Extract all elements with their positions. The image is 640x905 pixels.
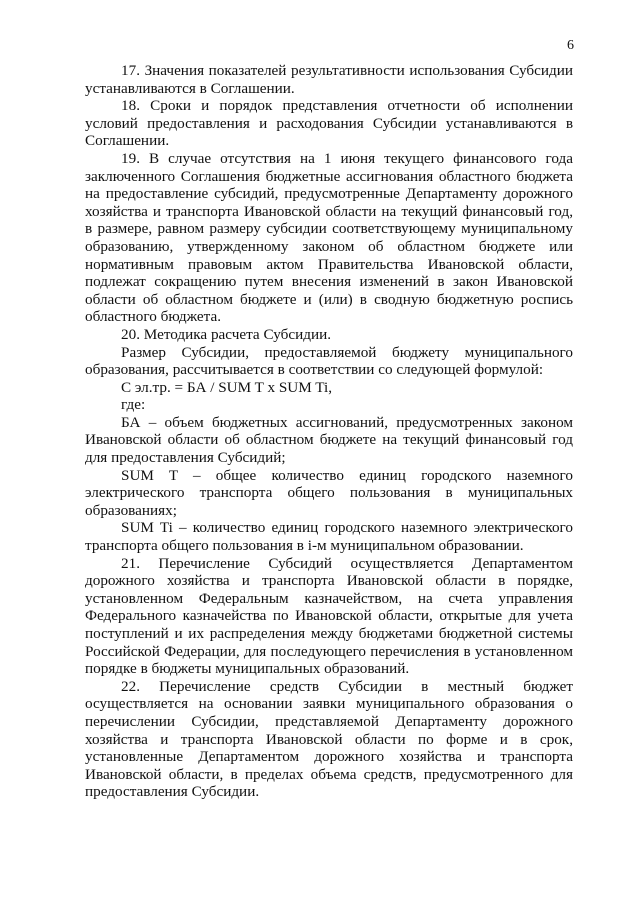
paragraph-formula: С эл.тр. = БА / SUM T x SUM Ti, xyxy=(121,378,333,396)
document-body xyxy=(85,62,573,801)
paragraph-formula-intro: Размер Субсидии, предоставляемой бюджету муниципального образования, рассчитывается в соответствии со следующей формулой: xyxy=(85,343,573,379)
paragraph-22: 22. Перечисление средств Субсидии в местный бюджет осуществляется на основании заявки муниципального образования о перечислении Субсидии, представляемой Департаменту дорожного хозяйства и транспорта Ивановской области по форме и в срок, установленные Департаментом дорожного хозяйства и транспорта Ивановской области, в пределах объема средств, предусмотренного для предоставления Субсидии. xyxy=(85,677,573,801)
paragraph-18: 18. Сроки и порядок представления отчетности об исполнении условий предоставления и расходования Субсидии устанавливаются в Соглашении. xyxy=(85,97,573,150)
paragraph-21: 21. Перечисление Субсидий осуществляется Департаментом дорожного хозяйства и транспорта Ивановской области в порядке, установленном Федеральным казначейством, на счета управления Федерального казначейства по Ивановской области, открытые для учета поступлений и их распределения между бюджетами бюджетной системы Российской Федерации, для последующего перечисления в установленном порядке в бюджеты муниципальных образований. xyxy=(85,554,573,678)
paragraph-sum-ti-definition: SUM Ti – количество единиц городского наземного электрического транспорта общего пользования в i-м муниципальном образовании. xyxy=(85,519,573,555)
paragraph-20-heading: 20. Методика расчета Субсидии. xyxy=(121,325,331,343)
paragraph-where: где: xyxy=(121,396,146,414)
paragraph-ba-definition: БА – объем бюджетных ассигнований, предусмотренных законом Ивановской области об областном бюджете на текущий финансовый год для предоставления Субсидий; xyxy=(85,413,573,467)
paragraph-sum-t-definition: SUM T – общее количество единиц городского наземного электрического транспорта общего пользования в муниципальных образованиях; xyxy=(85,466,573,519)
page-number: 6 xyxy=(567,38,574,53)
paragraph-19: 19. В случае отсутствия на 1 июня текущего финансового года заключенного Соглашения бюджетные ассигнования областного бюджета на предоставление субсидий, предусмотренные Департаменту дорожного хозяйства и транспорта Ивановской области на текущий финансовый год, в размере, равном размеру субсидии соответствующему муниципальному образованию, утвержденному законом об областном бюджете или нормативным правовым актом Правительства Ивановской области, подлежат сокращению путем внесения изменений в закон Ивановской области об областном бюджете и (или) в сводную бюджетную роспись областного бюджета. xyxy=(85,149,573,326)
paragraph-17: 17. Значения показателей результативности использования Субсидии устанавливаются в Соглашении. xyxy=(85,62,573,97)
